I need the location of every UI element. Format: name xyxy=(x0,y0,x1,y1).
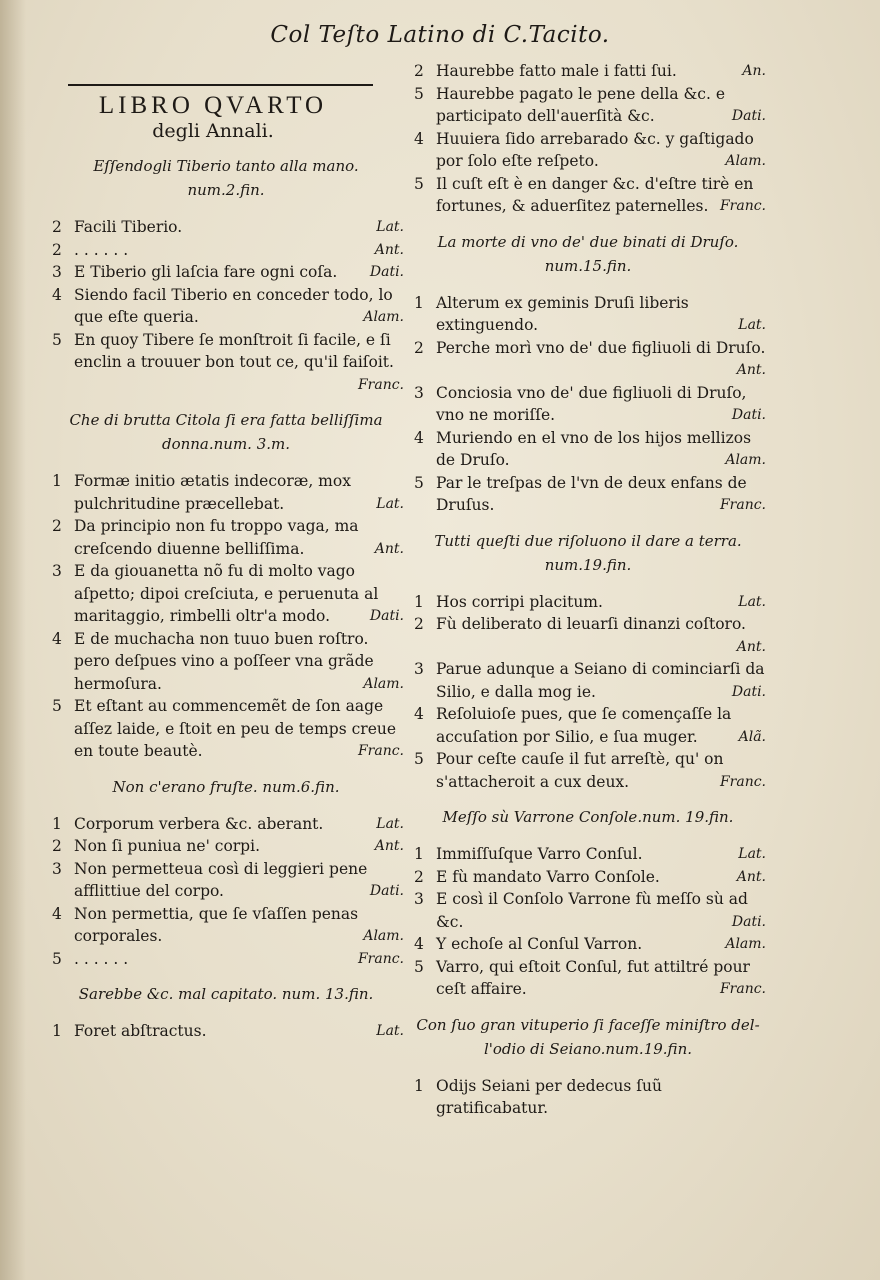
section-heading xyxy=(48,775,404,799)
section-heading-line: Che di brutta Citola ſi era fatta belliſſima xyxy=(69,411,383,429)
translation-entry xyxy=(48,948,404,971)
entry-text: Immiſſuſque Varro Conſul. xyxy=(436,845,643,863)
entry-number: 1 xyxy=(52,1022,62,1040)
entry-text: Il cuſt eſt è en danger &c. d'eſtre tirè en fortunes, & aduerſitez paternelles. xyxy=(436,174,754,215)
section-heading-line: Non c'erano fruſte. num.6.fin. xyxy=(112,777,340,796)
annotation-section xyxy=(410,60,766,218)
translation-entry xyxy=(48,813,404,836)
entry-source: An. xyxy=(742,63,766,79)
section-heading xyxy=(410,529,766,577)
entry-text: . . . . . . xyxy=(74,949,129,968)
entry-text: Non permetteua così di leggieri pene afflittiue del corpo. xyxy=(74,859,368,900)
entry-source: Ant. xyxy=(374,838,404,854)
entry-number: 2 xyxy=(414,62,424,80)
entry-source: Alam. xyxy=(363,928,404,944)
section-heading xyxy=(410,805,766,829)
title-rule xyxy=(68,84,373,86)
book-title: LIBRO QVARTO xyxy=(98,92,328,119)
entry-source: Franc. xyxy=(719,773,766,790)
translation-entry xyxy=(410,658,766,703)
entry-number: 5 xyxy=(414,750,424,768)
annotation-section xyxy=(48,154,404,396)
section-heading-line: La morte di vno de' due binati di Druſo. xyxy=(437,232,739,251)
translation-entry xyxy=(410,748,766,793)
translation-entry xyxy=(410,83,766,128)
annotation-section xyxy=(410,805,766,1001)
translation-entry xyxy=(48,284,404,329)
translation-entry xyxy=(48,261,404,284)
entry-text: E de muchacha non tuuo buen roſtro. pero deſpues vino a poſſeer vna grãde hermoſura. xyxy=(74,629,374,693)
section-heading xyxy=(48,982,404,1006)
entry-source: Ant. xyxy=(374,241,404,258)
entry-source: Lat. xyxy=(376,815,404,832)
running-head: Col Teſto Latino di C.Tacito. xyxy=(270,22,610,48)
entry-text: Huuiera ſido arrebarado &c. y gaſtigado por ſolo eſte reſpeto. xyxy=(436,129,754,170)
section-heading-line: Sarebbe &c. mal capitato. num. 13.fin. xyxy=(78,985,374,1003)
annotation-section xyxy=(410,1013,766,1120)
translation-entry xyxy=(48,560,404,628)
entry-source: Dati. xyxy=(369,883,404,899)
entry-number: 2 xyxy=(52,218,62,236)
entry-source: Alam. xyxy=(725,452,766,468)
entry-text: Muriendo en el vno de los hijos mellizos de Druſo. xyxy=(436,428,752,469)
entry-source: Franc. xyxy=(357,950,404,967)
entry-number: 1 xyxy=(52,472,62,490)
entry-source: Alam. xyxy=(363,309,404,325)
book-subtitle: degli Annali. xyxy=(152,120,274,142)
section-heading xyxy=(410,1013,766,1061)
translation-entry xyxy=(410,703,766,748)
entry-number: 5 xyxy=(52,697,62,715)
section-heading-line: l'odio di Seiano.num.19.fin. xyxy=(483,1039,692,1058)
translation-entry xyxy=(48,628,404,696)
translation-entry xyxy=(48,695,404,763)
page-gutter-shadow xyxy=(0,0,26,1280)
entry-source: Lat. xyxy=(738,593,766,610)
entry-text: E fù mandato Varro Conſole. xyxy=(436,867,660,886)
annotation-section xyxy=(410,230,766,517)
translation-entry xyxy=(410,843,766,866)
entry-source: Franc. xyxy=(357,743,404,759)
entry-text: Corporum verbera &c. aberant. xyxy=(74,814,324,833)
entry-text: Conciosia vno de' due figliuoli di Druſo, vno ne moriſſe. xyxy=(436,383,747,424)
entry-number: 4 xyxy=(414,428,424,447)
translation-entry xyxy=(410,933,766,956)
translation-entry xyxy=(48,858,404,903)
entry-number: 4 xyxy=(52,285,62,304)
entry-number: 1 xyxy=(414,845,424,863)
entry-source: Ant. xyxy=(736,362,766,378)
annotation-section xyxy=(48,408,404,763)
entry-source: Franc. xyxy=(719,981,766,997)
entry-number: 2 xyxy=(52,837,62,855)
translation-entry xyxy=(410,472,766,517)
entry-text: Non permettia, que ſe vſaſſen penas corporales. xyxy=(74,904,359,945)
entry-number: 4 xyxy=(414,935,424,953)
entry-number: 1 xyxy=(414,592,424,611)
left-sections xyxy=(48,154,404,1043)
entry-text: Haurebbe fatto male i fatti ſui. xyxy=(436,62,677,80)
translation-entry xyxy=(48,239,404,262)
entry-text: Formæ initio ætatis indecoræ, mox pulchritudine præcellebat. xyxy=(74,472,351,513)
entry-text: Y echoſe al Conſul Varron. xyxy=(436,935,643,953)
translation-entry xyxy=(410,60,766,83)
translation-entry xyxy=(48,835,404,858)
entry-text: Foret abſtractus. xyxy=(74,1022,207,1040)
entry-number: 3 xyxy=(52,859,62,878)
entry-text: Alterum ex geminis Druſi liberis extinguendo. xyxy=(436,293,689,334)
entry-source: Dati. xyxy=(369,264,404,280)
section-heading-line: Meſſo sù Varrone Conſole.num. 19.fin. xyxy=(442,808,734,826)
entry-source: Alã. xyxy=(738,728,766,745)
entry-source: Dati. xyxy=(731,913,766,930)
entry-number: 3 xyxy=(414,660,424,678)
entry-text: Pour ceſte cauſe il fut arreſtè, qu' on s'attacheroit a cux deux. xyxy=(436,750,724,791)
right-sections xyxy=(410,60,766,1120)
entry-number: 4 xyxy=(414,705,424,723)
translation-entry xyxy=(48,470,404,515)
entry-text: Reſoluioſe pues, que ſe començaſſe la accuſation por Silio, e ſua muger. xyxy=(436,705,732,746)
entry-text: Hos corripi placitum. xyxy=(436,592,603,611)
entry-number: 4 xyxy=(52,904,62,923)
entry-text: E Tiberio gli laſcia fare ogni coſa. xyxy=(74,263,338,281)
entry-source: Alam. xyxy=(725,936,766,952)
entry-number: 3 xyxy=(414,890,424,908)
entry-source: Franc. xyxy=(357,376,404,393)
entry-text: . . . . . . xyxy=(74,240,129,259)
section-heading-line: Eſſendogli Tiberio tanto alla mano. xyxy=(93,157,359,175)
translation-entry xyxy=(48,216,404,239)
section-heading xyxy=(48,154,404,202)
translation-entry xyxy=(48,329,404,397)
section-heading-line: num.19.fin. xyxy=(544,555,632,574)
entry-text: Par le treſpas de l'vn de deux enfans de Druſus. xyxy=(436,473,747,514)
entry-source: Dati. xyxy=(731,683,766,700)
section-heading xyxy=(48,408,404,456)
entry-number: 2 xyxy=(52,517,62,535)
entry-text: Et eſtant au commencemẽt de ſon aage aſſez laide, e ſtoit en peu de temps creue en toute beautè. xyxy=(74,697,397,760)
translation-entry xyxy=(48,515,404,560)
entry-number: 3 xyxy=(52,562,62,580)
section-heading-line: Tutti queſti due riſoluono il dare a terra. xyxy=(434,531,742,550)
translation-entry xyxy=(410,337,766,382)
annotation-section xyxy=(410,529,766,794)
entry-text: Perche morì vno de' due figliuoli di Druſo. xyxy=(436,338,766,357)
left-column xyxy=(48,60,404,1043)
translation-entry xyxy=(48,903,404,948)
section-heading-line: Con ſuo gran vituperio ſi faceſſe miniſtro del- xyxy=(416,1015,760,1034)
section-heading-line: donna.num. 3.m. xyxy=(161,435,291,453)
translation-entry xyxy=(410,128,766,173)
entry-text: Siendo facil Tiberio en conceder todo, lo que eſte queria. xyxy=(74,285,393,326)
entry-number: 1 xyxy=(414,293,424,312)
section-heading xyxy=(410,230,766,278)
translation-entry xyxy=(410,382,766,427)
entry-source: Dati. xyxy=(731,108,766,124)
entry-number: 5 xyxy=(414,957,424,976)
translation-entry xyxy=(410,866,766,889)
entry-source: Franc. xyxy=(719,497,766,513)
entry-number: 5 xyxy=(52,949,62,968)
entry-number: 1 xyxy=(52,814,62,833)
entry-source: Lat. xyxy=(376,1023,404,1039)
section-heading-line: num.2.fin. xyxy=(187,181,265,199)
translation-entry xyxy=(410,956,766,1001)
entry-text: Fù deliberato di leuarſi dinanzi coſtoro. xyxy=(436,615,746,633)
entry-text: En quoy Tibere ſe monſtroit ſi facile, e ſi enclin a trouuer bon tout ce, qu'il faiſoit. xyxy=(74,330,394,371)
entry-source: Alam. xyxy=(363,675,404,692)
entry-text: Non ſi puniua ne' corpi. xyxy=(74,837,260,855)
entry-source: Alam. xyxy=(725,153,766,169)
entry-number: 1 xyxy=(414,1076,424,1095)
annotation-section xyxy=(48,775,404,971)
entry-number: 4 xyxy=(52,629,62,648)
entry-text: Facili Tiberio. xyxy=(74,218,183,236)
entry-text: Odijs Seiani per dedecus ſuũ gratificabatur. xyxy=(436,1076,662,1117)
translation-entry xyxy=(48,1020,404,1043)
entry-text: Parue adunque a Seiano di cominciarſi da Silio, e dalla mog ie. xyxy=(436,660,765,701)
entry-source: Lat. xyxy=(738,846,766,862)
entry-source: Lat. xyxy=(376,495,404,512)
entry-number: 3 xyxy=(414,383,424,402)
translation-entry xyxy=(410,591,766,614)
entry-source: Ant. xyxy=(736,868,766,885)
entry-text: E così il Conſolo Varrone fù meſſo sù ad &c. xyxy=(436,890,748,931)
entry-text: E da giouanetta nõ fu di molto vago aſpetto; dipoi creſciuta, e peruenuta al maritaggio, rimbelli oltr'a modo. xyxy=(74,562,379,625)
entry-number: 2 xyxy=(414,615,424,633)
annotation-section xyxy=(48,982,404,1043)
entry-source: Franc. xyxy=(719,198,766,214)
entry-text: Da principio non fu troppo vaga, ma creſcendo diuenne belliſſima. xyxy=(74,517,359,558)
entry-source: Ant. xyxy=(736,638,766,655)
translation-entry xyxy=(410,1075,766,1120)
entry-source: Ant. xyxy=(374,540,404,557)
translation-entry xyxy=(410,613,766,658)
entry-text: Varro, qui eſtoit Conſul, fut attiltré pour ceſt affaire. xyxy=(436,957,750,998)
entry-number: 5 xyxy=(414,473,424,492)
entry-source: Dati. xyxy=(731,407,766,423)
right-column xyxy=(410,60,766,1120)
entry-number: 2 xyxy=(414,867,424,886)
translation-entry xyxy=(410,888,766,933)
entry-number: 4 xyxy=(414,129,424,148)
entry-source: Dati. xyxy=(369,608,404,624)
translation-entry xyxy=(410,427,766,472)
entry-source: Lat. xyxy=(738,317,766,333)
translation-entry xyxy=(410,173,766,218)
entry-number: 2 xyxy=(414,338,424,357)
entry-number: 3 xyxy=(52,263,62,281)
entry-number: 5 xyxy=(414,174,424,193)
entry-number: 5 xyxy=(414,84,424,103)
translation-entry xyxy=(410,292,766,337)
entry-number: 5 xyxy=(52,330,62,349)
entry-number: 2 xyxy=(52,240,62,259)
section-heading-line: num.15.fin. xyxy=(544,256,632,275)
entry-text: Haurebbe pagato le pene della &c. e participato dell'auerſità &c. xyxy=(436,84,725,125)
entry-source: Lat. xyxy=(376,219,404,235)
